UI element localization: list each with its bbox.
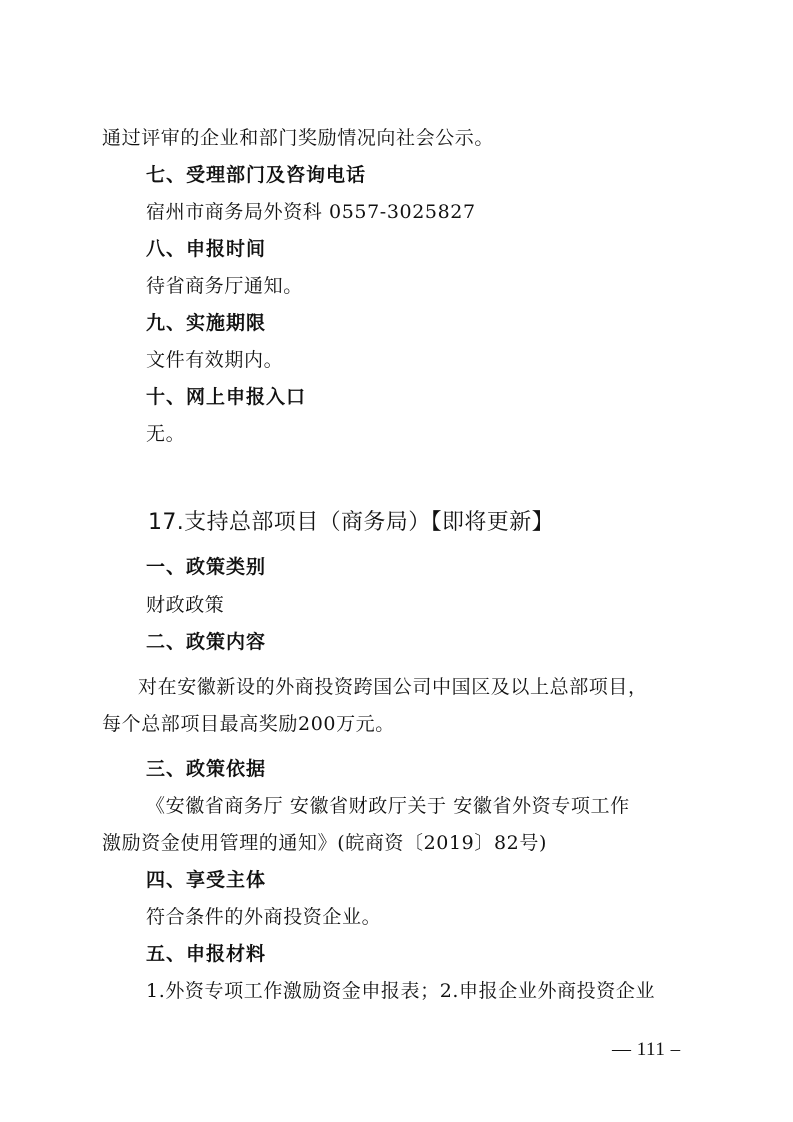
section-10-heading: 十、网上申报入口 <box>146 386 307 408</box>
beneficiary-heading: 四、享受主体 <box>146 869 267 891</box>
policy-category-heading: 一、政策类别 <box>146 556 267 578</box>
materials-text: 1.外资专项工作激励资金申报表；2.申报企业外商投资企业 <box>146 980 656 1002</box>
section-10-text: 无。 <box>146 423 186 445</box>
section-9-heading: 九、实施期限 <box>146 312 267 334</box>
section-9-text: 文件有效期内。 <box>146 349 284 371</box>
item-title: 17.支持总部项目（商务局）【即将更新】 <box>148 510 554 535</box>
materials-heading: 五、申报材料 <box>146 943 267 965</box>
section-7-text: 宿州市商务局外资科 0557-3025827 <box>146 201 476 223</box>
section-8-heading: 八、申报时间 <box>146 238 267 260</box>
policy-category-text: 财政政策 <box>146 594 225 616</box>
policy-content-line-1: 对在安徽新设的外商投资跨国公司中国区及以上总部项目， <box>138 676 648 698</box>
continuation-line: 通过评审的企业和部门奖励情况向社会公示。 <box>102 127 495 149</box>
page-number: — 111 – <box>612 1039 681 1060</box>
policy-content-heading: 二、政策内容 <box>146 631 267 653</box>
policy-basis-heading: 三、政策依据 <box>146 758 267 780</box>
policy-basis-line-1: 《安徽省商务厅 安徽省财政厅关于 安徽省外资专项工作 <box>146 795 630 817</box>
policy-basis-line-2: 激励资金使用管理的通知》(皖商资〔2019〕82号) <box>102 832 547 854</box>
beneficiary-text: 符合条件的外商投资企业。 <box>146 906 382 928</box>
section-7-heading: 七、受理部门及咨询电话 <box>146 164 367 186</box>
section-8-text: 待省商务厅通知。 <box>146 275 303 297</box>
policy-content-line-2: 每个总部项目最高奖励200万元。 <box>102 713 395 735</box>
